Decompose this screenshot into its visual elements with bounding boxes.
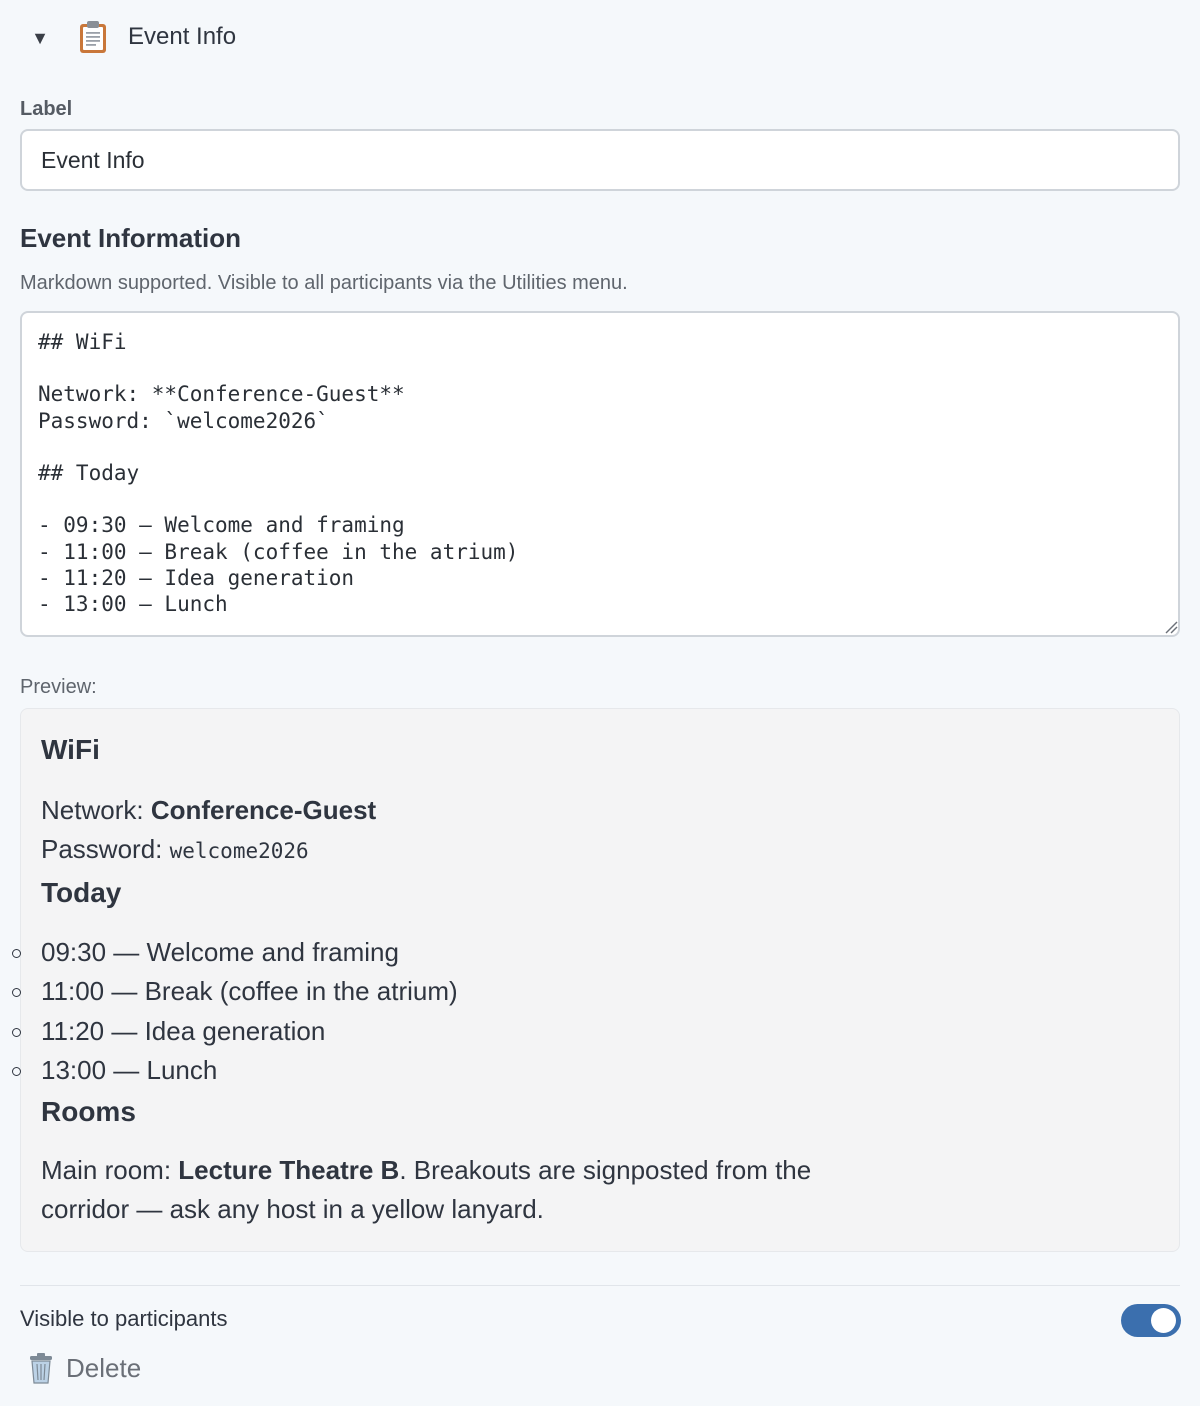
preview-heading-rooms: Rooms <box>41 1096 136 1127</box>
preview-label: Preview: <box>20 676 97 698</box>
section-header <box>0 0 1200 74</box>
network-name: Conference-Guest <box>150 795 377 825</box>
markdown-preview <box>20 708 1180 1252</box>
visible-to-participants-label: Visible to participants <box>20 1306 228 1331</box>
list-item: 11:20 — Idea generation <box>21 1014 458 1053</box>
delete-button[interactable] <box>26 1350 141 1386</box>
preview-rooms-line-2: corridor — ask any host in a yellow lanyard. <box>41 1194 544 1224</box>
list-item: 11:00 — Break (coffee in the atrium) <box>21 974 458 1013</box>
markdown-editor[interactable] <box>20 311 1180 637</box>
preview-heading-today: Today <box>41 877 122 908</box>
collapse-caret-icon[interactable]: ▼ <box>31 28 49 48</box>
label-input[interactable] <box>20 129 1180 191</box>
label-field-label: Label <box>20 98 73 120</box>
resize-handle-icon[interactable] <box>1164 620 1178 634</box>
list-item: 13:00 — Lunch <box>21 1053 458 1092</box>
visible-toggle[interactable] <box>1121 1304 1181 1337</box>
password-value: welcome2026 <box>169 839 309 863</box>
preview-rooms-line-1: Main room: Lecture Theatre B. Breakouts are signposted from the <box>41 1155 812 1185</box>
list-item: 09:30 — Welcome and framing <box>21 935 458 974</box>
event-information-help: Markdown supported. Visible to all participants via the Utilities menu. <box>20 272 628 294</box>
toggle-knob <box>1151 1308 1176 1333</box>
event-information-title: Event Information <box>20 223 242 253</box>
trash-icon <box>26 1352 56 1384</box>
preview-password-line: Password: welcome2026 <box>41 834 309 864</box>
divider <box>20 1285 1180 1286</box>
preview-heading-wifi: WiFi <box>41 734 100 765</box>
main-room-name: Lecture Theatre B <box>178 1155 400 1185</box>
header-title: Event Info <box>128 23 237 50</box>
delete-label: Delete <box>66 1353 142 1383</box>
clipboard-icon <box>78 20 108 54</box>
preview-network-line: Network: Conference-Guest <box>41 795 377 825</box>
schedule-list <box>21 935 458 1092</box>
